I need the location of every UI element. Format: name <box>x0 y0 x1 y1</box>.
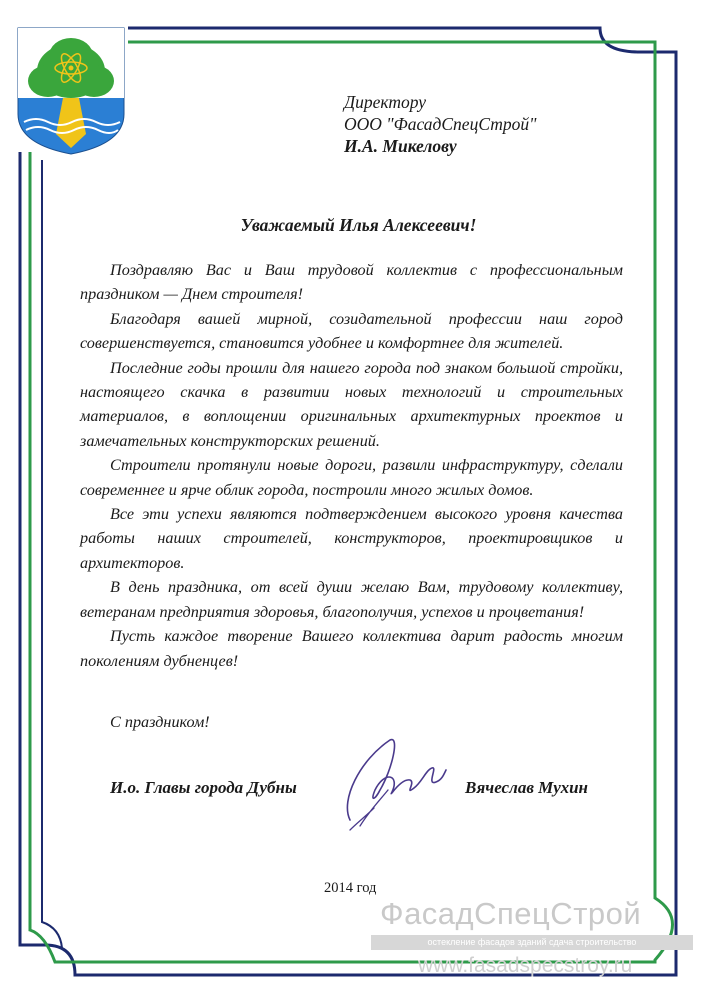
recipient-name: И.А. Микелову <box>344 136 457 156</box>
letter-year: 2014 год <box>324 880 377 896</box>
paragraph: Все эти успехи являются подтверждением высокого уровня качества работы наших строителей, конструкторов, проектировщиков и архитекторов. <box>80 505 623 572</box>
paragraph: Пусть каждое творение Вашего коллектива дарит радость многим поколениям дубненцев! <box>80 627 623 670</box>
recipient-position: Директору <box>344 92 427 112</box>
signer-name: Вячеслав Мухин <box>465 778 588 797</box>
city-crest-icon <box>16 26 126 156</box>
paragraph: Последние годы прошли для нашего города под знаком большой стройки, настоящего скачка в развитии новых технологий и строительных материалов, в воплощении оригинальных архитектурных проектов и замечательных конструкторских решений. <box>80 358 623 450</box>
paragraph: Поздравляю Вас и Ваш трудовой коллектив с профессиональным праздником — Днем строителя! <box>80 261 623 304</box>
watermark-tagline: остекление фасадов зданий сдача строительство <box>371 935 693 950</box>
handwritten-signature <box>330 730 450 840</box>
signer-title: И.о. Главы города Дубны <box>110 778 297 797</box>
recipient-company: ООО "ФасадСпецСтрой" <box>344 114 537 134</box>
watermark-url: www.fasadspecstroy.ru <box>418 954 633 977</box>
watermark-brand: ФасадСпецСтрой <box>380 896 642 931</box>
greeting: Уважаемый Илья Алексеевич! <box>240 215 477 235</box>
letter-body <box>80 258 623 673</box>
paragraph: Благодаря вашей мирной, созидательной профессии наш город совершенствуется, становится удобнее и комфортнее для жителей. <box>80 309 623 353</box>
paragraph: В день праздника, от всей души желаю Вам, трудовому коллективу, ветеранам предприятия здоровья, благополучия, успехов и процветания! <box>80 578 623 621</box>
closing-line: С праздником! <box>110 713 210 731</box>
frame-inner-blue-line <box>42 160 62 948</box>
paragraph: Строители протянули новые дороги, развили инфраструктуру, сделали современнее и ярче облик города, построили много жилых домов. <box>80 456 623 499</box>
